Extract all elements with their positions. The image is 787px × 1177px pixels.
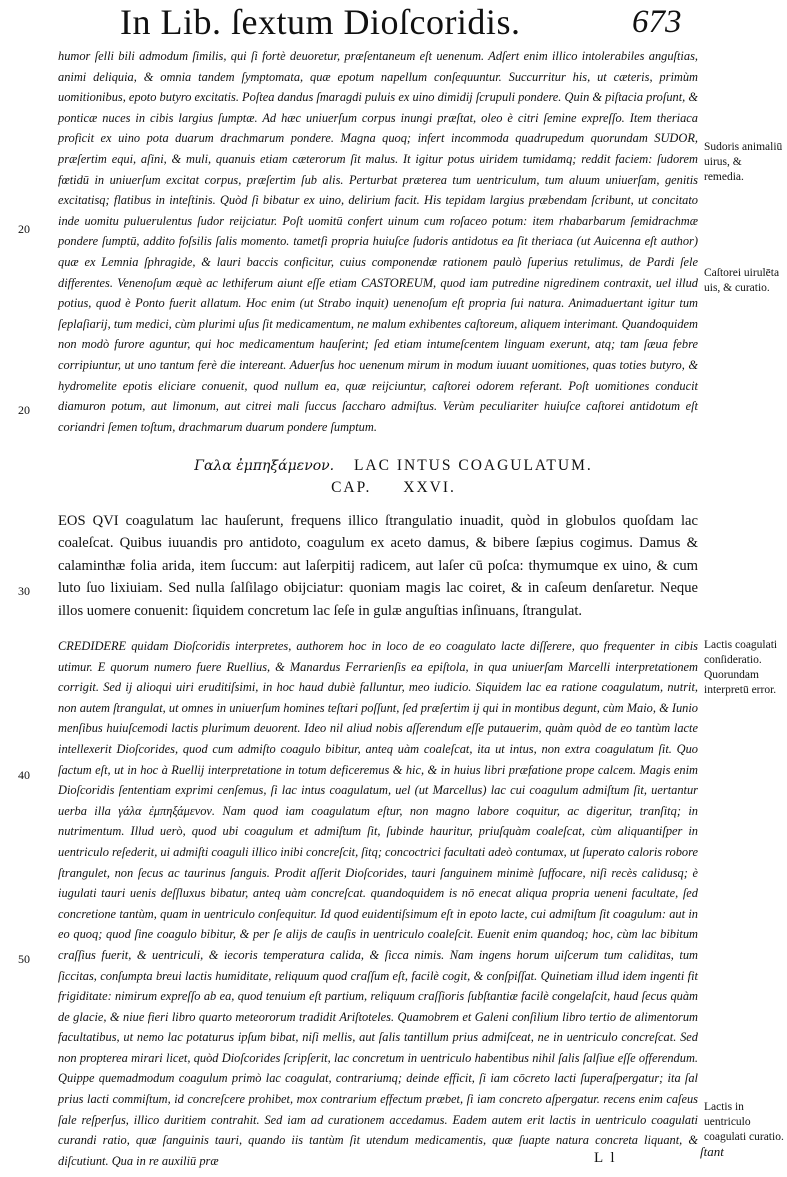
signature-mark: L l [594, 1150, 617, 1166]
chapter-cap-label: CAP. [331, 479, 372, 496]
catchword: ſtant [700, 1144, 724, 1159]
marginal-note-lactis-curatio: Lactis in uentriculo coagulati curatio. [704, 1101, 784, 1143]
dioscorides-text [58, 510, 698, 622]
chapter-latin-title: LAC INTUS COAGULATUM. [353, 457, 593, 474]
dioscorides-paragraph: EOS QVI coagulatum lac hauſerunt, frequens illico ſtrangulatio inuadit, quòd in globulos quoſdam lac coaleſcat. Quibus iuuandis pro antidoto, coagulum ex aceto damus, & bibere ſæpius cogimus. Damus & calaminthæ folia arida, item ſuccum: aut laſerpitij radicem, aut laſer cū poſca: thymumque ex uino, & cum luto ſuo lixiuiam. Sed nulla ſalſilago obijciatur: quoniam magis lac coiret, & in caſeum denſaretur. Neque illos uomere conuenit: ſiquidem concretum lac ſeſe in gulæ anguſtias inſinuans, ſtrangulat. [58, 513, 698, 619]
line-number-20a: 20 [18, 222, 30, 236]
commentary-section-main [58, 636, 698, 1171]
line-number-40: 40 [18, 768, 30, 782]
marginal-note-sudor: Sudoris animaliū uirus, & remedia. [704, 141, 783, 183]
chapter-heading [0, 455, 787, 499]
running-title: In Lib. ſextum Dioſcoridis. [120, 2, 521, 42]
marginal-note-castoreum: Caſtorei uirulēta uis, & curatio. [704, 267, 780, 294]
line-number-50: 50 [18, 952, 30, 966]
page-header [0, 2, 787, 42]
page-number: 673 [632, 4, 682, 40]
chapter-greek-title: Γαλα ἐμπηξάμενον. [194, 458, 335, 474]
commentary-section-top [58, 46, 698, 437]
commentary-main-paragraph: CREDIDERE quidam Dioſcoridis interpretes, authorem hoc in loco de eo coagulato lacte diſſerere, quo frequenter in cibis utimur. E quorum numero fuere Ruellius, & Manardus Ferrarienſis ea epiſtola, in qua uniuerſam Marcelli interpretationem corrigit. Sed ij alioqui uiri eruditiſsimi, in hoc haud dubiè falluntur, meo iudicio. Siquidem lac ea ratione coagulatum, nutrit, non autem ſtrangulat, ut omnes in uniuerſum homines teſtari poſſunt, ſed præſertim ij qui in montibus degunt, cùm Maio, & Iunio menſibus huiuſcemodi lactis plurimum deuorent. Ideo nil aliud nobis aſſerendum eſſe putauerim, quàm quòd de eo tantùm lacte intellexerit Dioſcorides, quod cum admiſto coagulo bibitur, anteq uàm coaleſcat, ita ut intus, non extra coagulatum ſit. Quo ſactum eſt, ut in hoc à Ruellij interpretatione in totum deficeremus & hic, & in huius libri præfatione prope calcem. Magis enim Dioſcoridis ſententiam exprimi cenſemus, ſi lac intus coagulatum, uel (ut Marcellus) lac cui coagulum admiſtum ſit, uertantur uerba illa γάλα ἐμπηξάμενον. Nam quod iam coagulatum eſtur, non magno labore coquitur, ac digeritur, tranſitq; in nutrimentum. Illud uerò, quod ubi coagulum et admiſtum ſit, ſubinde hauritur, priuſquàm coaleſcat, cùm aliquantiſper in uentriculo reſederit, ui admiſti coaguli illico inibi concreſcit, ſitq; concoctrici facultati adeò contumax, ut ſuperato caloris robore ſtrangulet, non ſecus ac taurinus ſanguis. Prodit aſſerit Dioſcorides, tauri ſanguinem minimè ſuffocare, niſi recès calidusq; è iugulati tauri uenis deſſluxus bibatur, anteq uàm concreſcat. quandoquidem is nō enecat aliqua propria ueneni facultate, ſed concretione tantùm, quam in uentriculo conſequitur. Id quod euidentiſsimum eſt in epoto lacte, cui admiſtum ſit coagulum: aut in eo quoq; quod ſine coagulo bibitur, & per ſe alijs de cauſis in uentriculo coaleſcit. Euenit enim quandoq; hoc, cùm lac bibitum craſſius fuerit, & uentriculi, & iecoris temperatura calida, & ſicca nimis. Nam ingens horum uiſcerum tum caliditas, tum ſiccitas, conſumpta breui lactis humiditate, reliquum quod craſſum eſt, facilè cogit, & conſpiſſat. Quinetiam illud idem ingenti fit frigiditate: nimirum expreſſo ab ea, quod tenuium eſt partium, reliquum craſſioris ſubſtantiæ facilè congelaſcit, haud ſecus quàm de glacie, & niue fieri libro quarto meteororum tradidit Ariſtoteles. Quamobrem et Galeni conſilium libro tertio de alimentorum facultatibus, ut nemo lac potaturus ipſum bibat, niſi mellis, aut ſalis tantillum prius admiſceat, ne in uentriculo concreſcat. Sed non propterea mirari licet, quòd Dioſcorides ſcripſerit, lac concretum in uentriculo habentibus nihil ſalis ſalſiue eſſe offerendum. Quippe quemadmodum coagulum primò lac coagulat, contrariumq; deinde efficit, ſi iam cōcreto lacti ſuperaſpergatur; ita ſal prius lacti commiſtum, id concreſcere prohibet, mox contrarium effectum præbet, ſi iam concreto aſpergatur. recens enim caſeus ſale reſperſus, illico duritiem contrahit. Sed iam ad curationem accedamus. Eadem autem erit lactis in uentriculo coagulati curandi ratio, quæ ſanguinis tauri, quando iis tantùm ſit utendum medicamentis, quæ ſuapte natura concreta liquant, & diſcutiunt. Qua in re auxiliū præ [58, 639, 698, 1168]
marginal-note-lactis-consideratio: Lactis coagulati conſideratio. Quorundam interpretū error. [704, 639, 778, 696]
chapter-cap-number: XXVI. [403, 479, 456, 496]
line-number-20b: 20 [18, 403, 30, 417]
commentary-paragraph: humor ſelli bili admodum ſimilis, qui ſi fortè deuoretur, præſentaneum eſt uenenum. Adſert enim illico intolerabiles anguſtias, animi deliquia, & omnia tandem ſymptomata, quæ epotum napellum conſequuntur. Succurritur his, ut cæteris, primùm uomitionibus, epoto butyro excitatis. Poſtea dandus ſmaragdi puluis ex uino dimidij ſcrupuli pondere. Quin & piſtacia proſunt, & ponticæ nuces in cibis largius ſumptæ. Ad hæc uniuerſum corpus inungi præſtat, oleo è citri ſemine expreſſo. Item theriaca proficit ex uino pota duarum drachmarum pondere. Magna quoq; infert incommoda quadrupedum quorundam SUDOR, præſertim equi, aſini, & muli, quanuis etiam cæterorum ſit malus. It igitur potus uiridem tumidamq; reddit faciem: ſudorem fœtidū in uniuerſum excitat corpus, præſertim ſub alis. Perturbat præterea tum uentriculum, tum aluum uniuerſam, genitis excitatisq; flatibus in inteſtinis. Quòd ſi bibatur ex uino, delirium facit. His tepidam largius præbendam ſcribunt, ut concitato inde uomitu puluerulentus ſudor reijciatur. Poſt uomitū confert uinum cum roſaceo potum: item rhabarbarum ſemidrachmæ pondere ſumptū, addito foſsilis ſalis momento. tametſi propria huiuſce ſudoris antidotus ea ſit theriaca (ut Auicenna eſt author) quæ ex Lemnia ſphragide, & lauri baccis conficitur, cuius componendæ rationem paulò ſuperius retulimus, de Pardi ſele differentes. Venenoſum æquè ac lethiferum aiunt eſſe etiam CASTOREUM, quod iam putredine nigredinem contraxit, uel illud potius, quod è Ponto fuerit allatum. Hoc enim (ut Strabo inquit) uenenoſum eſt propria ſui natura. Animaduertant igitur tum ſeplaſiarij, tum medici, cùm plurimi uſus ſit medicamentum, ne malum exhibentes caſtoreum, aliquem interimant. Quandoquidem non modò furore aguntur, qui hoc medicamentum hauſerint; ſed etiam intumeſcentem linguam exerunt, atq; tam ſæua febre corripiuntur, ut uno tantum ferè die intereant. Aduerſus hoc uenenum mirum in modum iuuant uomitiones, quas toties butyro, & hydromelite epotis eliciare conuenit, quod nullum ea, quæ reijciuntur, caſtorei odorem referant. Poſt uomitiones conducit diamuron potum, aut limonum, aut citrei mali ſuccus ſaccharo admiſtus. Verùm peculiariter huiuſce caſtorei antidotum eſt coriandri ſemen toſtum, drachmarum duarum pondere ſumptum. [58, 49, 698, 434]
line-number-30: 30 [18, 584, 30, 598]
